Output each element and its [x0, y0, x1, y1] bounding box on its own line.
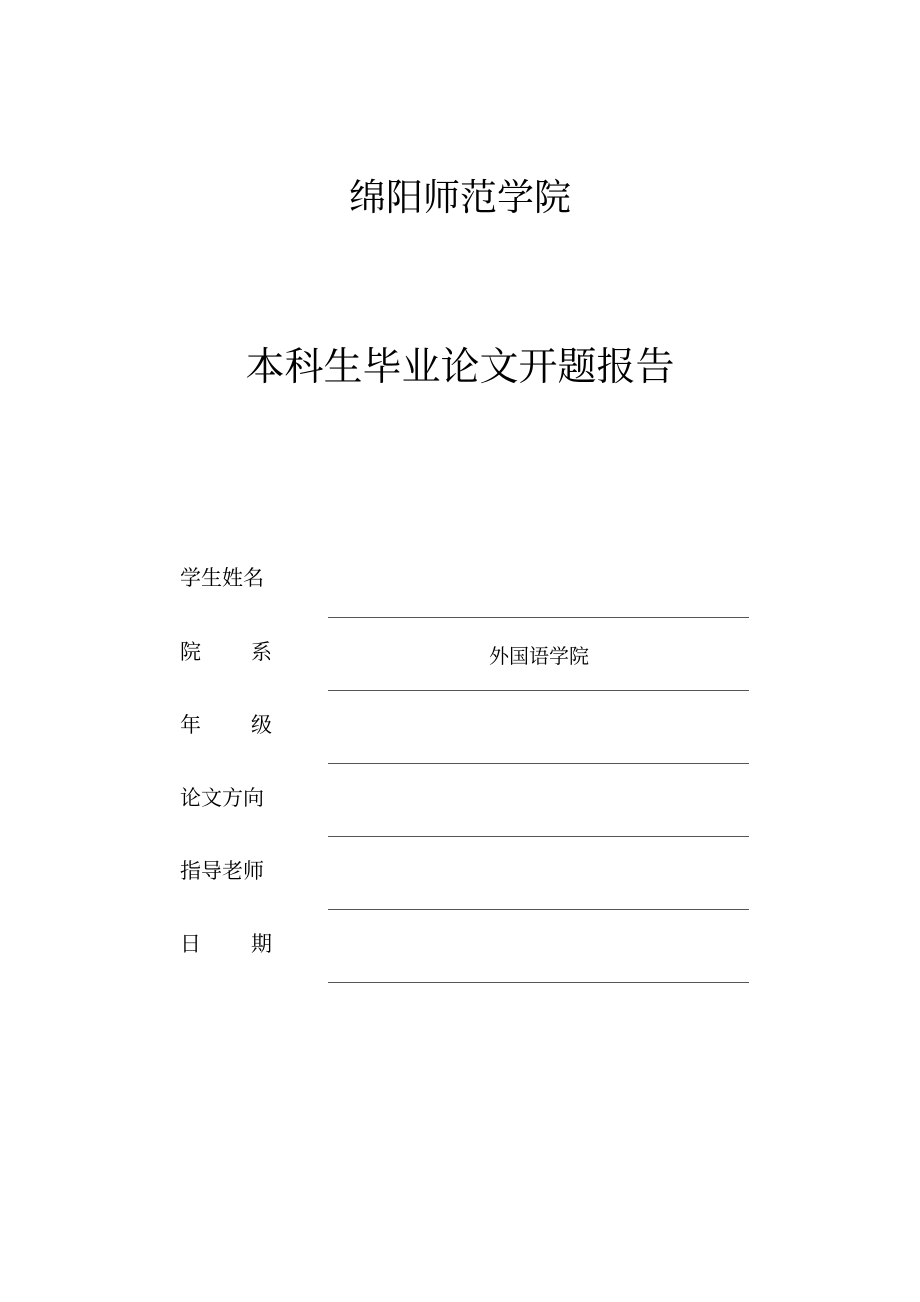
grade-underline: [328, 763, 749, 764]
student-name-underline: [328, 617, 749, 618]
thesis-direction-underline: [328, 836, 749, 837]
school-name: 绵阳师范学院: [349, 176, 571, 219]
date-underline: [328, 982, 749, 983]
date-label: 日 期: [180, 932, 272, 956]
department-underline: [328, 690, 749, 691]
thesis-direction-label: 论文方向: [180, 786, 264, 810]
student-name-label: 学生姓名: [180, 566, 264, 590]
department-label: 院 系: [180, 640, 272, 664]
report-title: 本科生毕业论文开题报告: [245, 345, 675, 390]
advisor-label: 指导老师: [180, 859, 264, 883]
department-value: 外国语学院: [489, 644, 589, 668]
grade-label: 年 级: [180, 713, 272, 737]
advisor-underline: [328, 909, 749, 910]
